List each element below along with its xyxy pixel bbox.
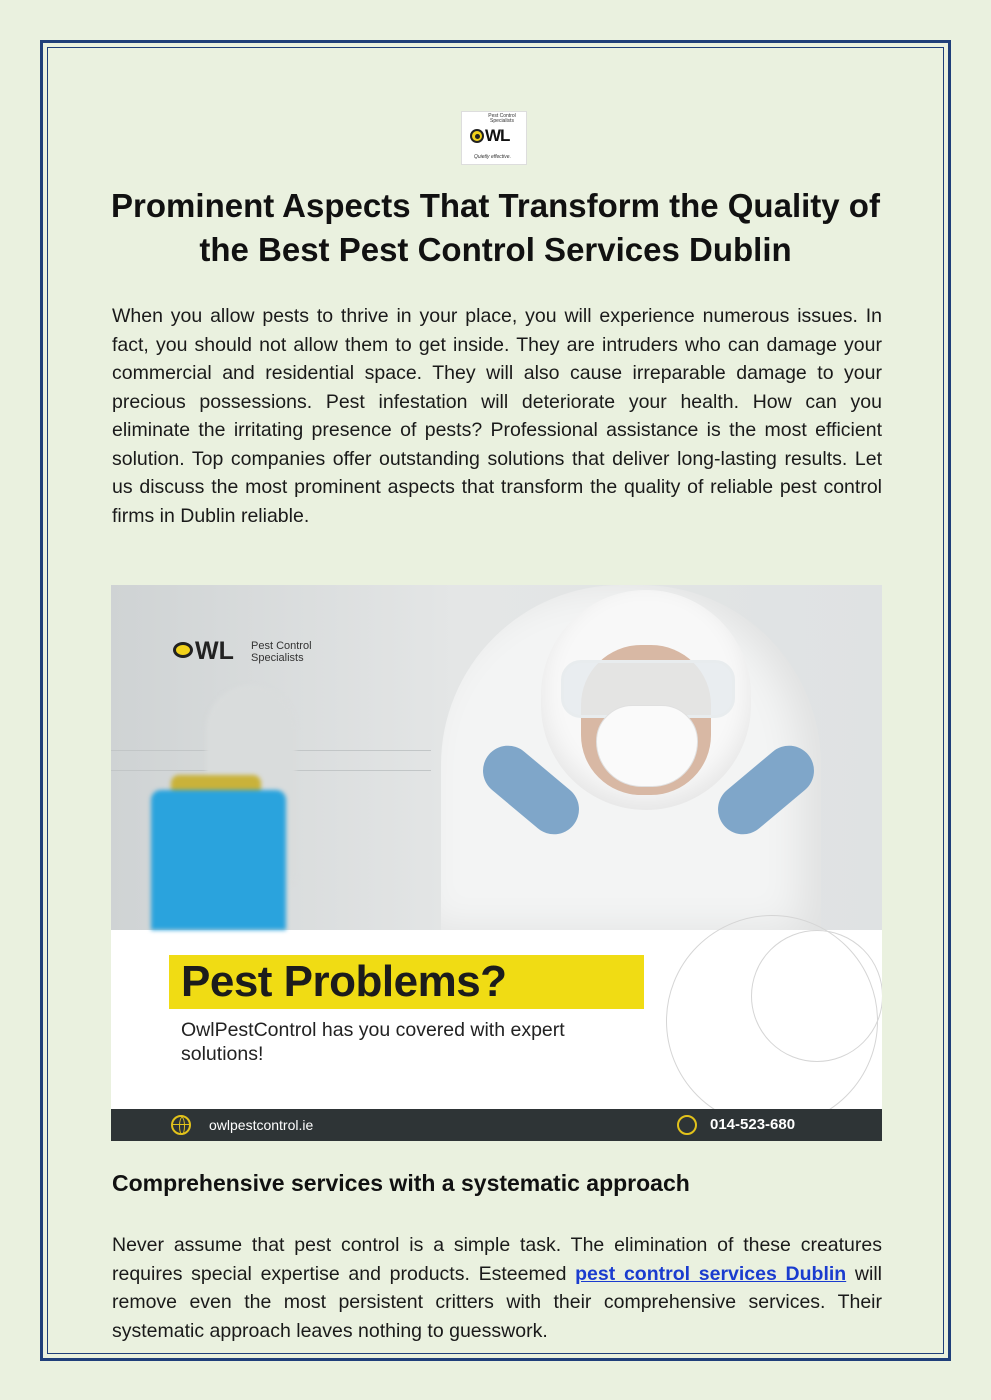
pest-control-link[interactable]: pest control services Dublin xyxy=(575,1262,847,1285)
owl-eye-icon xyxy=(470,129,484,143)
promo-image xyxy=(111,585,882,1141)
globe-icon xyxy=(171,1115,191,1135)
page-title: Prominent Aspects That Transform the Quality of the Best Pest Control Services Dublin xyxy=(111,187,880,268)
intro-paragraph: When you allow pests to thrive in your place, you will experience numerous issues. In fact, you should not allow them to get inside. They are intruders who can damage your commercial and residential space. They will also cause irreparable damage to your precious possessions. Pest infestation will deteriorate your health. How can you eliminate the irritating presence of pests? Professional assistance is the most efficient solution. Top companies offer outstanding solutions that deliver long-lasting results. Let us discuss the most prominent aspects that transform the quality of reliable pest control firms in Dublin reliable. xyxy=(112,305,882,527)
paragraph-text: will remove even the most persistent critters with their comprehensive services. Their systematic approach leaves nothing to guesswork. xyxy=(112,1262,883,1342)
logo-top-text: Pest Control Specialists xyxy=(488,113,516,124)
sprayer-tank xyxy=(151,790,286,930)
promo-footer-bar xyxy=(111,1109,882,1141)
phone-icon xyxy=(677,1115,697,1135)
decorative-circle xyxy=(751,930,882,1062)
promo-subline: OwlPestControl has you covered with expert solutions! xyxy=(181,1019,565,1065)
respirator-mask xyxy=(596,705,698,787)
promo-logo-wordmark: WL xyxy=(195,637,234,665)
promo-logo-text: Pest Control Specialists xyxy=(251,640,312,664)
promo-headline-banner xyxy=(169,955,644,1009)
logo-tagline: Quietly effective. xyxy=(474,154,511,160)
paragraph-text: Never assume that pest control is a simple task. The elimination of these creatures requires special expertise and products. Esteemed xyxy=(112,1234,882,1285)
owl-logo xyxy=(461,111,527,165)
promo-headline: Pest Problems? xyxy=(181,957,507,1006)
promo-phone: 014-523-680 xyxy=(710,1116,796,1133)
section-heading: Comprehensive services with a systematic approach xyxy=(112,1170,690,1196)
owl-eye-icon xyxy=(173,642,193,658)
logo-wordmark: WL xyxy=(485,126,510,145)
section-paragraph xyxy=(112,1231,882,1345)
promo-website: owlpestcontrol.ie xyxy=(209,1117,314,1133)
worker-photo xyxy=(111,585,882,930)
